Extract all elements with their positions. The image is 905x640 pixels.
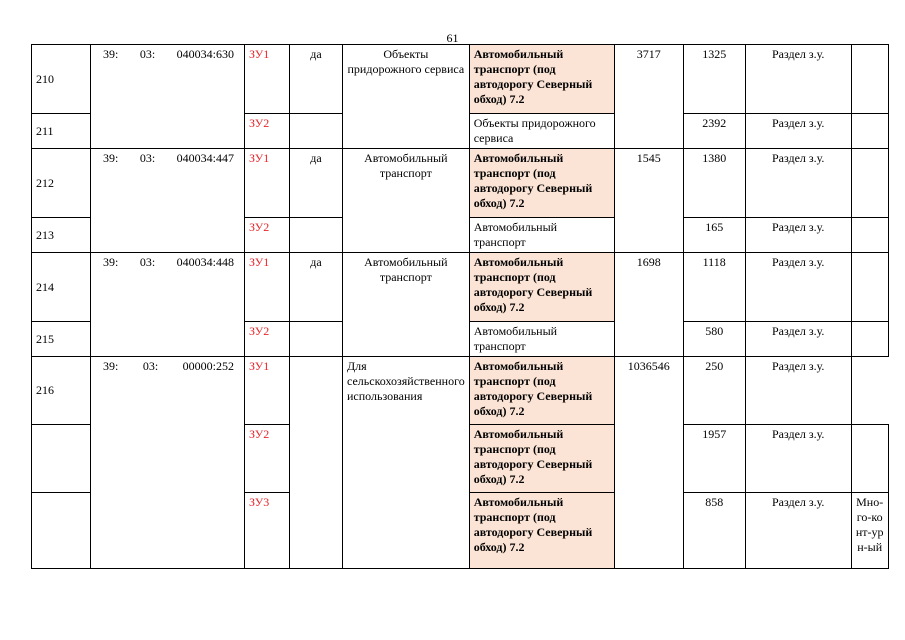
area-part: 1957 [683,425,745,493]
row-number: 210 [32,45,91,114]
table-row [32,149,889,218]
zu-label: ЗУ1 [245,45,290,114]
row-number: 213 [32,218,91,253]
row-number: 216 [32,357,91,425]
area-total: 1545 [614,149,683,253]
section: Раздел з.у. [745,218,851,253]
note [851,149,888,218]
target-use: Автомобильный транспорт (под автодорогу Северный обход) 7.2 [469,425,614,493]
flag: да [290,45,343,114]
cadastral-number: 39: 03: 00000:252 [91,357,245,569]
row-number: 214 [32,253,91,322]
zu-label: ЗУ1 [245,149,290,218]
area-total: 1036546 [614,357,683,569]
section: Раздел з.у. [745,322,851,357]
target-use: Автомобильный транспорт (под автодорогу Северный обход) 7.2 [469,253,614,322]
target-use: Объекты придорожного сервиса [469,114,614,149]
area-part: 580 [683,322,745,357]
zu-label: ЗУ2 [245,218,290,253]
area-part: 1118 [683,253,745,322]
area-part: 165 [683,218,745,253]
zu-label: ЗУ1 [245,253,290,322]
row-number [32,425,91,493]
table-row [32,253,889,322]
row-number: 212 [32,149,91,218]
note [851,357,888,425]
zu-label: ЗУ1 [245,357,290,425]
area-part: 1380 [683,149,745,218]
zu-label: ЗУ2 [245,322,290,357]
flag [290,114,343,149]
section: Раздел з.у. [745,357,851,425]
land-use: Автомобильный транспорт [343,149,470,253]
note [851,114,888,149]
table-row [32,357,889,425]
note: Мно-го-конт-урн-ый [851,493,888,569]
land-use: Для сельскохозяйственного использования [343,357,470,569]
cadastral-number: 39: 03: 040034:447 [91,149,245,253]
land-use: Автомобильный транспорт [343,253,470,357]
area-part: 858 [683,493,745,569]
flag [290,357,343,569]
section: Раздел з.у. [745,149,851,218]
section: Раздел з.у. [745,493,851,569]
target-use: Автомобильный транспорт (под автодорогу Северный обход) 7.2 [469,493,614,569]
note [851,425,888,493]
area-total: 3717 [614,45,683,149]
section: Раздел з.у. [745,114,851,149]
section: Раздел з.у. [745,425,851,493]
row-number: 215 [32,322,91,357]
area-part: 1325 [683,45,745,114]
flag: да [290,253,343,322]
cadastral-number: 39: 03: 040034:448 [91,253,245,357]
section: Раздел з.у. [745,45,851,114]
target-use: Автомобильный транспорт [469,218,614,253]
note [851,322,888,357]
land-plots-table [31,44,889,569]
zu-label: ЗУ3 [245,493,290,569]
area-total: 1698 [614,253,683,357]
flag [290,322,343,357]
land-use: Объекты придорожного сервиса [343,45,470,149]
zu-label: ЗУ2 [245,425,290,493]
target-use: Автомобильный транспорт (под автодорогу Северный обход) 7.2 [469,149,614,218]
note [851,45,888,114]
target-use: Автомобильный транспорт (под автодорогу Северный обход) 7.2 [469,45,614,114]
row-number [32,493,91,569]
page-number: 61 [446,31,459,45]
area-part: 250 [683,357,745,425]
target-use: Автомобильный транспорт (под автодорогу Северный обход) 7.2 [469,357,614,425]
row-number: 211 [32,114,91,149]
section: Раздел з.у. [745,253,851,322]
table-row [32,45,889,114]
cadastral-number: 39: 03: 040034:630 [91,45,245,149]
note [851,253,888,322]
target-use: Автомобильный транспорт [469,322,614,357]
flag [290,218,343,253]
area-part: 2392 [683,114,745,149]
zu-label: ЗУ2 [245,114,290,149]
note [851,218,888,253]
flag: да [290,149,343,218]
